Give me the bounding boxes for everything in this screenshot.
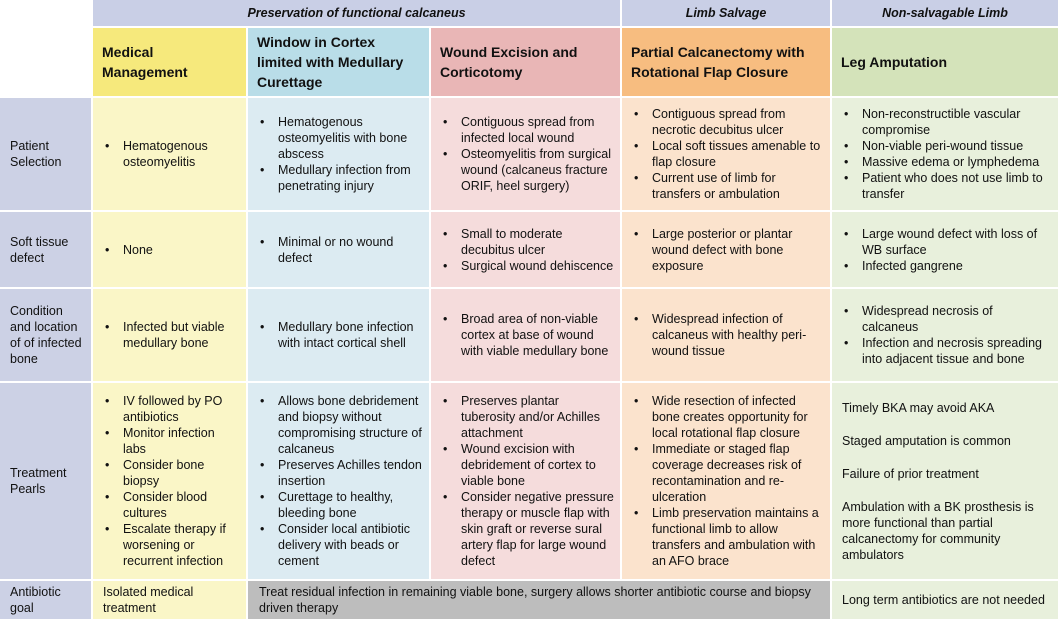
list-item: • Contiguous spread from infected local wound [461,114,614,146]
cell-soft-tissue-excision [431,212,622,289]
cell-treatment-medical [93,383,248,581]
cell-treatment-window [248,383,431,581]
bullet-list [248,393,423,569]
bullet-list [622,393,824,569]
cell-condition-window [248,289,431,383]
list-item: • Large posterior or plantar wound defect with bone exposure [652,226,824,274]
bullet-list [431,311,614,359]
list-item: • Broad area of non-viable cortex at base of wound with viable medullary bone [461,311,614,359]
list-item: • Current use of limb for transfers or ambulation [652,170,824,202]
list-item: • Monitor infection labs [123,425,240,457]
antibiotic-text: Isolated medical treatment [103,585,194,615]
bullet-list [248,234,423,266]
list-item: • Consider negative pressure therapy or muscle flap with skin graft or reverse sural artery flap for large wound defect [461,489,614,569]
column-header-label: Medical Management [102,44,188,80]
paragraph: Ambulation with a BK prosthesis is more functional than partial calcanectomy for community ambulators [842,499,1034,562]
row-header-antibiotic-goal [0,581,93,621]
group-header-preservation [93,0,622,28]
list-item: • Widespread necrosis of calcaneus [862,303,1052,335]
bullet-list [622,226,824,274]
cell-treatment-calcanectomy [622,383,832,581]
list-item: • Minimal or no wound defect [278,234,423,266]
list-item: • Infected gangrene [862,258,1052,274]
cell-condition-calcanectomy [622,289,832,383]
cell-soft-tissue-window [248,212,431,289]
corner-cell [0,0,93,28]
cell-condition-excision [431,289,622,383]
column-header-wound-excision [431,28,622,98]
bullet-list [431,393,614,569]
list-item: • Consider blood cultures [123,489,240,521]
list-item: • Small to moderate decubitus ulcer [461,226,614,258]
list-item: • Osteomyelitis from surgical wound (calcaneus fracture ORIF, heel surgery) [461,146,614,194]
bullet-list [622,311,824,359]
list-item: • Wide resection of infected bone creates opportunity for local rotational flap closure [652,393,824,441]
list-item: • Medullary infection from penetrating injury [278,162,423,194]
bullet-list [93,138,240,170]
column-header-medical-management [93,28,248,98]
cell-patient-selection-window [248,98,431,212]
cell-soft-tissue-calcanectomy [622,212,832,289]
list-item: • Preserves plantar tuberosity and/or Achilles attachment [461,393,614,441]
list-item: • Widespread infection of calcaneus with healthy peri-wound tissue [652,311,824,359]
bullet-list [248,319,423,351]
list-item: • Local soft tissues amenable to flap closure [652,138,824,170]
cell-antibiotic-medical [93,581,248,621]
corner-cell [0,28,93,98]
bullet-list [832,106,1052,202]
bullet-list [832,226,1052,274]
list-item: • Consider local antibiotic delivery with beads or cement [278,521,423,569]
column-header-label: Window in Cortex limited with Medullary Curettage [257,34,404,90]
list-item: • Patient who does not use limb to transfer [862,170,1052,202]
column-header-window-in-cortex [248,28,431,98]
list-item: • Massive edema or lymphedema [862,154,1052,170]
list-item: • IV followed by PO antibiotics [123,393,240,425]
bullet-list [832,303,1052,367]
group-header-non-salvagable [832,0,1060,28]
bullet-list [622,106,824,202]
list-item: • Allows bone debridement and biopsy without compromising structure of calcaneus [278,393,423,457]
row-header-label: Patient Selection [10,139,62,169]
paragraph: Timely BKA may avoid AKA [842,400,995,415]
bullet-list [431,226,614,274]
cell-soft-tissue-amputation [832,212,1060,289]
cell-soft-tissue-medical [93,212,248,289]
bullet-list [93,242,153,258]
row-header-condition-location [0,289,93,383]
list-item: • Limb preservation maintains a functional limb to allow transfers and ambulation with an AFO brace [652,505,824,569]
list-item: • Escalate therapy if worsening or recurrent infection [123,521,240,569]
list-item: • Medullary bone infection with intact cortical shell [278,319,423,351]
list-item: • Consider bone biopsy [123,457,240,489]
row-header-soft-tissue-defect [0,212,93,289]
row-header-label: Soft tissue defect [10,234,69,265]
list-item: • Large wound defect with loss of WB surface [862,226,1052,258]
list-item: • Hematogenous osteomyelitis [123,138,240,170]
group-label: Non-salvagable Limb [882,6,1008,20]
list-item: • Non-reconstructible vascular compromise [862,106,1052,138]
list-item: • Preserves Achilles tendon insertion [278,457,423,489]
cell-condition-amputation [832,289,1060,383]
row-header-label: Treatment Pearls [10,466,67,496]
paragraph: Failure of prior treatment [842,466,979,481]
cell-patient-selection-excision [431,98,622,212]
antibiotic-text: Long term antibiotics are not needed [842,593,1045,607]
bullet-list [248,114,423,194]
cell-condition-medical [93,289,248,383]
row-header-patient-selection [0,98,93,212]
group-label: Preservation of functional calcaneus [247,6,466,20]
cell-treatment-excision [431,383,622,581]
cell-treatment-amputation [832,383,1060,581]
column-header-label: Partial Calcanectomy with Rotational Flap Closure [631,44,805,80]
list-item: • Immediate or staged flap coverage decreases risk of recontamination and re-ulceration [652,441,824,505]
list-item: • Contiguous spread from necrotic decubitus ulcer [652,106,824,138]
list-item: • Surgical wound dehiscence [461,258,614,274]
bullet-list [93,319,240,351]
antibiotic-text: Treat residual infection in remaining viable bone, surgery allows shorter antibiotic course and biopsy driven therapy [259,585,811,615]
column-header-label: Wound Excision and Corticotomy [440,44,578,80]
cell-antibiotic-surgical [248,581,832,621]
paragraph: Staged amputation is common [842,433,1011,448]
list-item: • Wound excision with debridement of cortex to viable bone [461,441,614,489]
list-item: • Non-viable peri-wound tissue [862,138,1052,154]
list-item: • Hematogenous osteomyelitis with bone abscess [278,114,423,162]
list-item: • None [123,242,153,258]
cell-antibiotic-amputation [832,581,1060,621]
bullet-list [93,393,240,569]
bullet-list [431,114,614,194]
list-item: • Curettage to healthy, bleeding bone [278,489,423,521]
group-header-limb-salvage [622,0,832,28]
column-header-partial-calcanectomy [622,28,832,98]
list-item: • Infection and necrosis spreading into adjacent tissue and bone [862,335,1052,367]
column-header-label: Leg Amputation [841,54,948,70]
list-item: • Infected but viable medullary bone [123,319,240,351]
group-label: Limb Salvage [685,6,767,20]
column-header-leg-amputation [832,28,1060,98]
cell-patient-selection-calcanectomy [622,98,832,212]
row-header-treatment-pearls [0,383,93,581]
row-header-label: Condition and location of of infected bone [10,304,82,366]
row-header-label: Antibiotic goal [10,585,61,615]
cell-patient-selection-medical [93,98,248,212]
cell-patient-selection-amputation [832,98,1060,212]
